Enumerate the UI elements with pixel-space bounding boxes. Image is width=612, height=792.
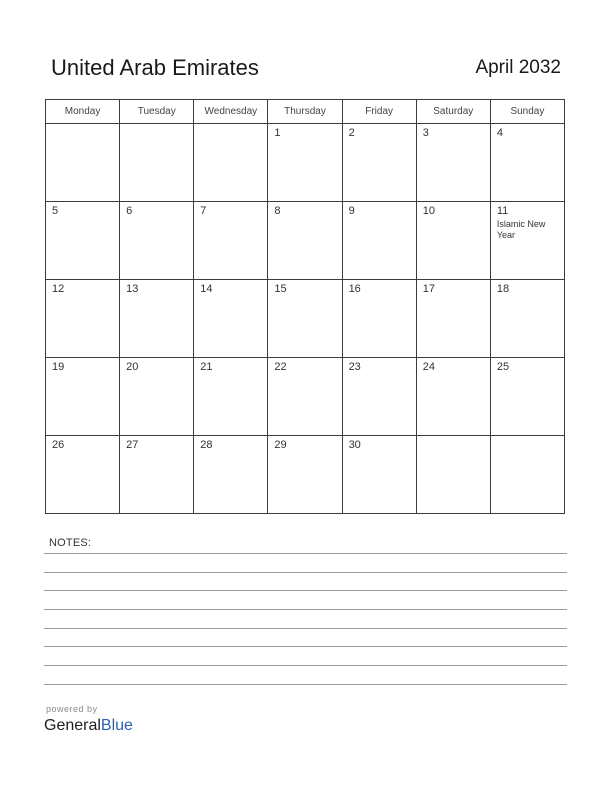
day-number: 9 bbox=[348, 205, 355, 217]
day-event bbox=[194, 296, 267, 297]
day-cell bbox=[490, 436, 564, 514]
day-event bbox=[120, 127, 193, 128]
day-number: 22 bbox=[274, 361, 287, 373]
calendar-grid bbox=[45, 99, 565, 514]
weekday-header: Wednesday bbox=[194, 100, 268, 124]
day-event bbox=[343, 452, 416, 453]
day-number: 13 bbox=[126, 283, 139, 295]
day-event bbox=[417, 218, 490, 219]
day-number: 29 bbox=[274, 439, 287, 451]
powered-by-text: powered by bbox=[46, 704, 98, 714]
day-number: 1 bbox=[274, 127, 281, 139]
day-event bbox=[491, 140, 564, 141]
day-cell bbox=[46, 202, 120, 280]
day-cell bbox=[46, 124, 120, 202]
day-number: 15 bbox=[274, 283, 287, 295]
day-number: 23 bbox=[348, 361, 361, 373]
day-event bbox=[194, 374, 267, 375]
day-event bbox=[343, 218, 416, 219]
weekday-header: Sunday bbox=[490, 100, 564, 124]
notes-line bbox=[44, 684, 567, 685]
day-number: 26 bbox=[52, 439, 65, 451]
day-number: 2 bbox=[348, 127, 355, 139]
weekday-header: Thursday bbox=[268, 100, 342, 124]
day-event bbox=[268, 140, 341, 141]
day-cell bbox=[416, 436, 490, 514]
day-number: 16 bbox=[348, 283, 361, 295]
day-event bbox=[194, 127, 267, 128]
day-cell bbox=[416, 358, 490, 436]
day-event bbox=[46, 127, 119, 128]
day-event bbox=[343, 374, 416, 375]
day-cell bbox=[120, 280, 194, 358]
day-event bbox=[120, 218, 193, 219]
day-number: 18 bbox=[496, 283, 510, 295]
day-cell bbox=[268, 202, 342, 280]
day-number: 5 bbox=[52, 205, 59, 217]
day-event bbox=[194, 218, 267, 219]
weekday-header: Tuesday bbox=[120, 100, 194, 124]
day-cell bbox=[120, 124, 194, 202]
day-cell bbox=[342, 124, 416, 202]
week-row bbox=[46, 124, 565, 202]
day-number: 27 bbox=[126, 439, 139, 451]
week-row bbox=[46, 280, 565, 358]
day-number: 6 bbox=[126, 205, 133, 217]
day-cell bbox=[342, 202, 416, 280]
day-number: 14 bbox=[200, 283, 213, 295]
day-event bbox=[343, 296, 416, 297]
day-cell bbox=[120, 202, 194, 280]
day-event bbox=[120, 374, 193, 375]
week-row bbox=[46, 202, 565, 280]
day-event bbox=[194, 452, 267, 453]
day-number: 7 bbox=[200, 205, 207, 217]
day-event bbox=[46, 218, 119, 219]
notes-line bbox=[44, 609, 567, 610]
day-event bbox=[120, 296, 193, 297]
day-cell bbox=[342, 358, 416, 436]
day-cell bbox=[416, 202, 490, 280]
day-number: 20 bbox=[126, 361, 139, 373]
day-number: 10 bbox=[422, 205, 435, 217]
day-cell bbox=[268, 280, 342, 358]
day-number: 24 bbox=[422, 361, 435, 373]
day-number: 28 bbox=[200, 439, 213, 451]
day-cell bbox=[194, 124, 268, 202]
weekday-header: Saturday bbox=[416, 100, 490, 124]
day-cell bbox=[490, 202, 564, 280]
day-cell bbox=[416, 280, 490, 358]
day-event bbox=[417, 439, 490, 440]
notes-label: NOTES: bbox=[49, 537, 92, 549]
day-number: 4 bbox=[496, 127, 503, 139]
day-cell bbox=[268, 436, 342, 514]
day-cell bbox=[342, 280, 416, 358]
holiday-label: Islamic New Year bbox=[496, 219, 546, 240]
day-cell bbox=[194, 280, 268, 358]
week-row bbox=[46, 358, 565, 436]
day-cell bbox=[490, 358, 564, 436]
notes-line bbox=[44, 628, 567, 629]
day-event bbox=[120, 452, 193, 453]
day-cell bbox=[194, 358, 268, 436]
day-cell bbox=[268, 358, 342, 436]
notes-line bbox=[44, 553, 567, 554]
day-cell bbox=[194, 202, 268, 280]
day-cell bbox=[342, 436, 416, 514]
brand-logo bbox=[44, 717, 133, 735]
brand-name-blue: Blue bbox=[100, 717, 133, 734]
day-cell bbox=[268, 124, 342, 202]
day-number: 21 bbox=[200, 361, 213, 373]
notes-line bbox=[44, 572, 567, 573]
notes-line bbox=[44, 590, 567, 591]
day-cell bbox=[46, 280, 120, 358]
day-event bbox=[491, 439, 564, 440]
day-cell bbox=[120, 436, 194, 514]
notes-line bbox=[44, 646, 567, 647]
day-event bbox=[46, 374, 119, 375]
week-row bbox=[46, 436, 565, 514]
page-title: United Arab Emirates bbox=[51, 55, 259, 80]
day-number: 12 bbox=[52, 283, 65, 295]
day-event bbox=[491, 296, 564, 297]
day-event bbox=[417, 296, 490, 297]
day-number: 30 bbox=[348, 439, 361, 451]
month-label: April 2032 bbox=[475, 57, 561, 78]
day-event bbox=[417, 374, 490, 375]
day-cell bbox=[194, 436, 268, 514]
day-number: 17 bbox=[422, 283, 435, 295]
day-number: 3 bbox=[422, 127, 429, 139]
day-cell bbox=[46, 436, 120, 514]
day-event bbox=[268, 218, 341, 219]
day-number: 19 bbox=[52, 361, 65, 373]
day-cell bbox=[490, 280, 564, 358]
day-event bbox=[268, 374, 341, 375]
day-number: 8 bbox=[274, 205, 281, 217]
day-event bbox=[46, 296, 119, 297]
day-number: 11 bbox=[496, 205, 509, 217]
weekday-header-row bbox=[46, 100, 565, 124]
brand-name-general: General bbox=[44, 717, 101, 734]
day-event bbox=[417, 140, 490, 141]
weekday-header: Monday bbox=[46, 100, 120, 124]
day-event bbox=[343, 140, 416, 141]
day-cell bbox=[416, 124, 490, 202]
day-cell bbox=[490, 124, 564, 202]
day-event bbox=[268, 452, 341, 453]
day-cell bbox=[120, 358, 194, 436]
notes-line bbox=[44, 665, 567, 666]
day-event bbox=[268, 296, 341, 297]
day-number: 25 bbox=[496, 361, 510, 373]
day-event bbox=[46, 452, 119, 453]
weekday-header: Friday bbox=[342, 100, 416, 124]
day-event bbox=[491, 374, 564, 375]
day-cell bbox=[46, 358, 120, 436]
